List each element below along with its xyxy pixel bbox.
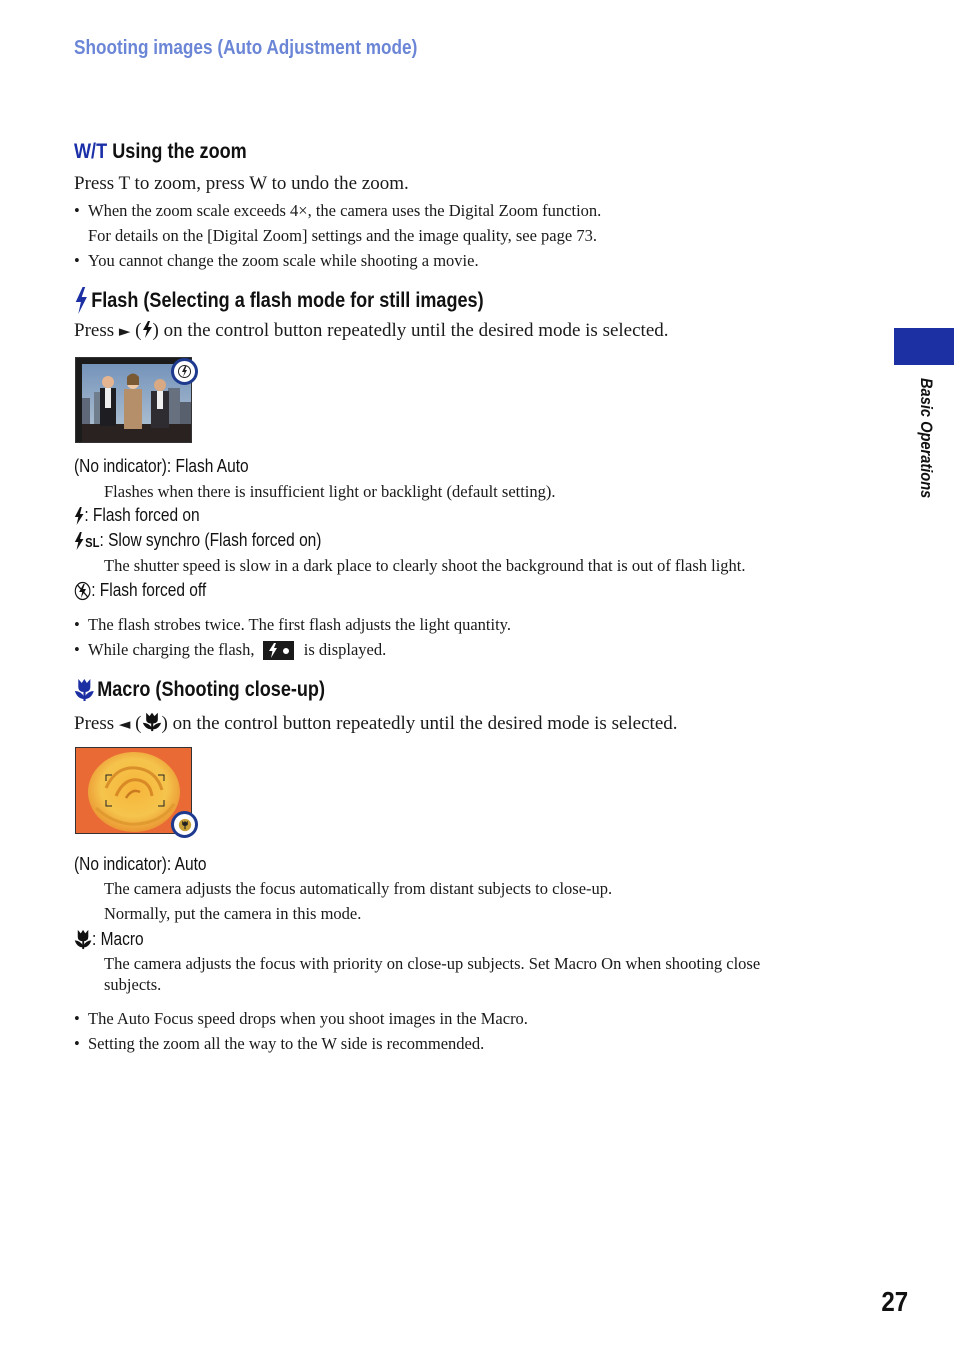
flash-note-2-before: While charging the flash,	[88, 640, 255, 659]
section-tab-marker	[894, 328, 954, 365]
macro-tulip-icon	[74, 677, 95, 702]
macro-intro	[74, 711, 678, 735]
running-head: Shooting images (Auto Adjustment mode)	[74, 37, 418, 59]
macro-on-desc-1: The camera adjusts the focus with priority on close-up subjects. Set Macro On when shooting close	[104, 954, 761, 973]
flash-intro	[74, 320, 669, 342]
flash-intro-press: Press	[74, 320, 119, 341]
flash-intro-open: (	[130, 320, 142, 341]
macro-on-label: : Macro	[92, 928, 144, 949]
flash-icon	[142, 321, 153, 338]
zoom-intro: Press T to zoom, press W to undo the zoom.	[74, 173, 409, 194]
flash-off-option	[74, 580, 206, 601]
macro-tulip-icon	[142, 711, 162, 732]
macro-title-text: Macro (Shooting close-up)	[97, 677, 325, 701]
flash-icon	[74, 287, 89, 314]
zoom-note-1b: For details on the [Digital Zoom] settings and the image quality, see page 73.	[88, 226, 597, 245]
flash-auto-desc: Flashes when there is insufficient light or backlight (default setting).	[104, 482, 556, 501]
page-number: 27	[881, 1286, 908, 1317]
macro-on-desc-2: subjects.	[104, 975, 162, 994]
flash-note-2-after: is displayed.	[303, 640, 387, 659]
flash-note-2	[88, 640, 386, 660]
flash-slow-sync-option	[74, 530, 321, 551]
flash-intro-rest: ) on the control button repeatedly until the desired mode is selected.	[152, 320, 669, 341]
macro-note-1: • The Auto Focus speed drops when you shoot images in the Macro.	[88, 1009, 528, 1029]
flash-slow-sync-icon	[74, 532, 99, 550]
macro-on-option	[74, 928, 144, 950]
zoom-section-title	[74, 140, 247, 164]
macro-mode-indicator	[171, 811, 198, 838]
macro-auto-desc-1: The camera adjusts the focus automatically from distant subjects to close-up.	[104, 879, 613, 898]
flash-forced-on-option	[74, 505, 200, 526]
section-tab-label: Basic Operations	[917, 378, 936, 499]
flash-icon	[74, 507, 84, 525]
flash-slow-sync-desc: The shutter speed is slow in a dark place to clearly shoot the background that is out of flash light.	[104, 556, 746, 575]
flash-slow-sync-icon-text: SL	[85, 534, 100, 550]
left-arrow-icon: ◄	[118, 715, 131, 733]
flash-icon	[178, 364, 191, 379]
flash-charging-icon	[263, 641, 294, 660]
macro-intro-press: Press	[74, 713, 119, 734]
right-arrow-icon: ►	[118, 322, 131, 340]
flash-note-1: • The flash strobes twice. The first flash adjusts the light quantity.	[88, 615, 511, 635]
flash-auto-label: (No indicator): Flash Auto	[74, 456, 249, 476]
macro-auto-desc-2: Normally, put the camera in this mode.	[104, 904, 362, 923]
macro-note-2: • Setting the zoom all the way to the W side is recommended.	[88, 1034, 484, 1054]
flash-section-title	[74, 287, 484, 314]
flash-off-icon	[74, 581, 91, 601]
zoom-note-2: • You cannot change the zoom scale while shooting a movie.	[88, 251, 479, 271]
flash-title-text: Flash (Selecting a flash mode for still images)	[91, 288, 484, 312]
zoom-note-1a: • When the zoom scale exceeds 4×, the camera uses the Digital Zoom function.	[88, 201, 601, 221]
flash-forced-on-label: : Flash forced on	[84, 505, 200, 525]
flash-slow-sync-label: : Slow synchro (Flash forced on)	[99, 530, 322, 550]
macro-intro-open: (	[130, 713, 142, 734]
macro-auto-label: (No indicator): Auto	[74, 854, 207, 874]
macro-section-title	[74, 677, 325, 702]
macro-tulip-icon	[74, 928, 92, 950]
wt-icon: W/T	[74, 140, 108, 163]
flash-mode-indicator	[171, 358, 198, 385]
flash-off-label: : Flash forced off	[91, 580, 207, 600]
macro-intro-rest: ) on the control button repeatedly until the desired mode is selected.	[161, 713, 678, 734]
macro-tulip-icon	[178, 818, 192, 832]
zoom-title-text: Using the zoom	[112, 140, 247, 163]
